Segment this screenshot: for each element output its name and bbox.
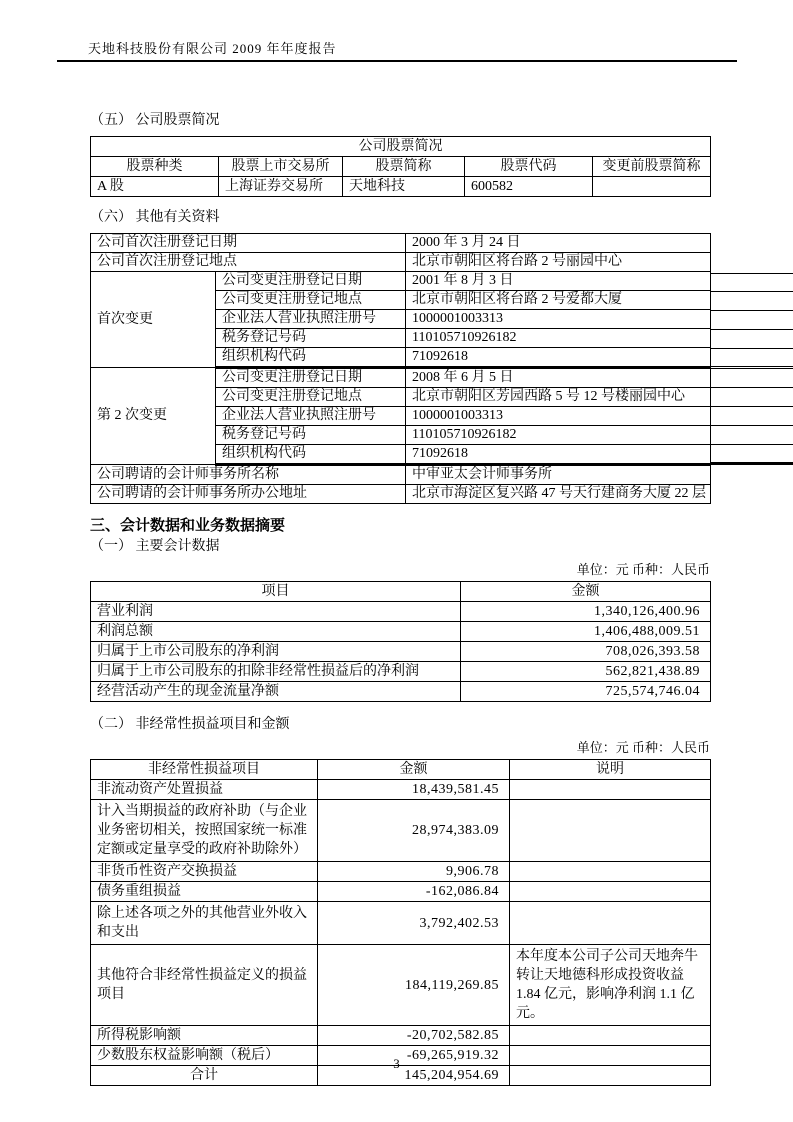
row-value: 北京市朝阳区将台路 2 号爱都大厦: [406, 291, 711, 310]
non-recurring-items-table: [90, 759, 711, 1086]
table-edge-artifact-cell: [711, 369, 793, 388]
table-row: [91, 234, 711, 253]
row-value: 110105710926182: [406, 329, 711, 348]
table-row: [91, 272, 711, 291]
item-amount: 18,439,581.45: [318, 780, 510, 800]
item-amount: -20,702,582.85: [318, 1026, 510, 1046]
table-row: [91, 177, 711, 197]
item-label: 利润总额: [91, 622, 461, 642]
table-row: [91, 485, 711, 504]
total-label: 合计: [91, 1066, 318, 1086]
row-label: 税务登记号码: [216, 329, 406, 348]
item-amount: 9,906.78: [318, 862, 510, 882]
item-label: 少数股东权益影响额（税后）: [91, 1046, 318, 1066]
row-label: 企业法人营业执照注册号: [216, 310, 406, 329]
stock-table-title: 公司股票简况: [91, 137, 711, 157]
former-name-value: [593, 177, 711, 197]
key-financials-table: [90, 581, 711, 702]
table-edge-artifact-cell: [711, 330, 793, 349]
item-label: 归属于上市公司股东的净利润: [91, 642, 461, 662]
section3-title: 三、会计数据和业务数据摘要: [90, 518, 286, 534]
row-label: 公司聘请的会计师事务所办公地址: [91, 485, 406, 504]
row-label: 组织机构代码: [216, 348, 406, 368]
col-header-nri-amount: 金额: [318, 760, 510, 780]
row-value: 110105710926182: [406, 426, 711, 445]
item-amount: 1,406,488,009.51: [461, 622, 711, 642]
col-header-nri-note: 说明: [510, 760, 711, 780]
change2-group-label: 第 2 次变更: [91, 368, 216, 465]
header-divider-line: [57, 60, 737, 62]
item-note: [510, 862, 711, 882]
item-label: 除上述各项之外的其他营业外收入和支出: [91, 902, 318, 945]
table-edge-artifact-cell: [711, 388, 793, 407]
item-amount: 184,119,269.85: [318, 945, 510, 1026]
stock-type-value: A 股: [91, 177, 219, 197]
row-value: 北京市朝阳区将台路 2 号丽园中心: [406, 253, 711, 272]
item-note: [510, 1026, 711, 1046]
table-row: [91, 780, 711, 800]
item-label: 非货币性资产交换损益: [91, 862, 318, 882]
item-amount: -162,086.84: [318, 882, 510, 902]
row-value: 2008 年 6 月 5 日: [406, 368, 711, 388]
table-row: [91, 800, 711, 862]
table-edge-artifact-cell: [711, 311, 793, 330]
item-note: 本年度本公司子公司天地奔牛转让天地德科形成投资收益 1.84 亿元，影响净利润 1.1 亿元。: [510, 945, 711, 1026]
item-label: 债务重组损益: [91, 882, 318, 902]
section3-sub1-heading: （一） 主要会计数据: [90, 539, 220, 554]
row-label: 公司聘请的会计师事务所名称: [91, 465, 406, 485]
table-row: [91, 902, 711, 945]
item-amount: 3,792,402.53: [318, 902, 510, 945]
row-label: 公司变更注册登记日期: [216, 272, 406, 291]
table-row: [91, 602, 711, 622]
page-number: 3: [393, 1056, 400, 1071]
table-row: [91, 1026, 711, 1046]
document-header-title: 天地科技股份有限公司 2009 年年度报告: [88, 41, 337, 56]
item-amount: 725,574,746.04: [461, 682, 711, 702]
col-header-amount: 金额: [461, 582, 711, 602]
row-label: 组织机构代码: [216, 445, 406, 465]
col-header-stock-short-name: 股票简称: [343, 157, 465, 177]
row-label: 公司变更注册登记日期: [216, 368, 406, 388]
row-value: 1000001003313: [406, 407, 711, 426]
change1-group-label: 首次变更: [91, 272, 216, 368]
unit-note: 单位：元 币种：人民币: [576, 740, 710, 755]
table-row: [91, 368, 711, 388]
row-value: 中审亚太会计师事务所: [406, 465, 711, 485]
table-row: [91, 465, 711, 485]
table-row: [91, 682, 711, 702]
table-row: [91, 622, 711, 642]
row-value: 71092618: [406, 348, 711, 368]
row-label: 公司变更注册登记地点: [216, 291, 406, 310]
item-note: [510, 800, 711, 862]
registration-info-table: [90, 233, 711, 504]
row-value: 71092618: [406, 445, 711, 465]
item-label: 计入当期损益的政府补助（与企业业务密切相关，按照国家统一标准定额或定量享受的政府补助除外）: [91, 800, 318, 862]
row-label: 税务登记号码: [216, 426, 406, 445]
row-value: 1000001003313: [406, 310, 711, 329]
col-header-stock-code: 股票代码: [465, 157, 593, 177]
row-value: 2001 年 8 月 3 日: [406, 272, 711, 291]
table-row: [91, 882, 711, 902]
item-amount: 562,821,438.89: [461, 662, 711, 682]
row-label: 公司变更注册登记地点: [216, 388, 406, 407]
row-value: 2000 年 3 月 24 日: [406, 234, 711, 253]
section6-heading: （六） 其他有关资料: [90, 210, 220, 225]
table-edge-artifact: [711, 273, 793, 465]
item-label: 其他符合非经常性损益定义的损益项目: [91, 945, 318, 1026]
stock-summary-table: [90, 136, 711, 197]
section3-sub2-heading: （二） 非经常性损益项目和金额: [90, 717, 290, 732]
item-note: [510, 882, 711, 902]
col-header-exchange: 股票上市交易所: [219, 157, 343, 177]
item-label: 非流动资产处置损益: [91, 780, 318, 800]
col-header-nri-item: 非经常性损益项目: [91, 760, 318, 780]
row-value: 北京市海淀区复兴路 47 号天行建商务大厦 22 层: [406, 485, 711, 504]
total-amount: 145,204,954.69: [318, 1066, 510, 1086]
table-row: [91, 642, 711, 662]
row-value: 北京市朝阳区芳园西路 5 号 12 号楼丽园中心: [406, 388, 711, 407]
table-edge-artifact-cell: [711, 407, 793, 426]
item-label: 所得税影响额: [91, 1026, 318, 1046]
stock-short-name-value: 天地科技: [343, 177, 465, 197]
unit-note: 单位：元 币种：人民币: [576, 562, 710, 577]
item-amount: 28,974,383.09: [318, 800, 510, 862]
stock-code-value: 600582: [465, 177, 593, 197]
col-header-former-name: 变更前股票简称: [593, 157, 711, 177]
table-edge-artifact-cell: [711, 273, 793, 292]
registration-table-wrapper: [90, 233, 710, 504]
table-edge-artifact-cell: [711, 349, 793, 369]
row-label: 公司首次注册登记日期: [91, 234, 406, 253]
item-amount: 1,340,126,400.96: [461, 602, 711, 622]
item-note: [510, 780, 711, 800]
table-edge-artifact-cell: [711, 292, 793, 311]
item-amount: -69,265,919.32: [318, 1046, 510, 1066]
row-label: 企业法人营业执照注册号: [216, 407, 406, 426]
item-label: 营业利润: [91, 602, 461, 622]
table-row: [91, 253, 711, 272]
item-label: 经营活动产生的现金流量净额: [91, 682, 461, 702]
row-label: 公司首次注册登记地点: [91, 253, 406, 272]
section5-heading: （五） 公司股票简况: [90, 113, 220, 128]
table-edge-artifact-cell: [711, 426, 793, 445]
item-note: [510, 902, 711, 945]
exchange-value: 上海证券交易所: [219, 177, 343, 197]
table-edge-artifact-cell: [711, 445, 793, 465]
item-amount: 708,026,393.58: [461, 642, 711, 662]
col-header-stock-type: 股票种类: [91, 157, 219, 177]
table-row: [91, 862, 711, 882]
table-row: [91, 662, 711, 682]
item-label: 归属于上市公司股东的扣除非经常性损益后的净利润: [91, 662, 461, 682]
col-header-item: 项目: [91, 582, 461, 602]
page-content: [90, 112, 710, 1086]
table-row: [91, 945, 711, 1026]
